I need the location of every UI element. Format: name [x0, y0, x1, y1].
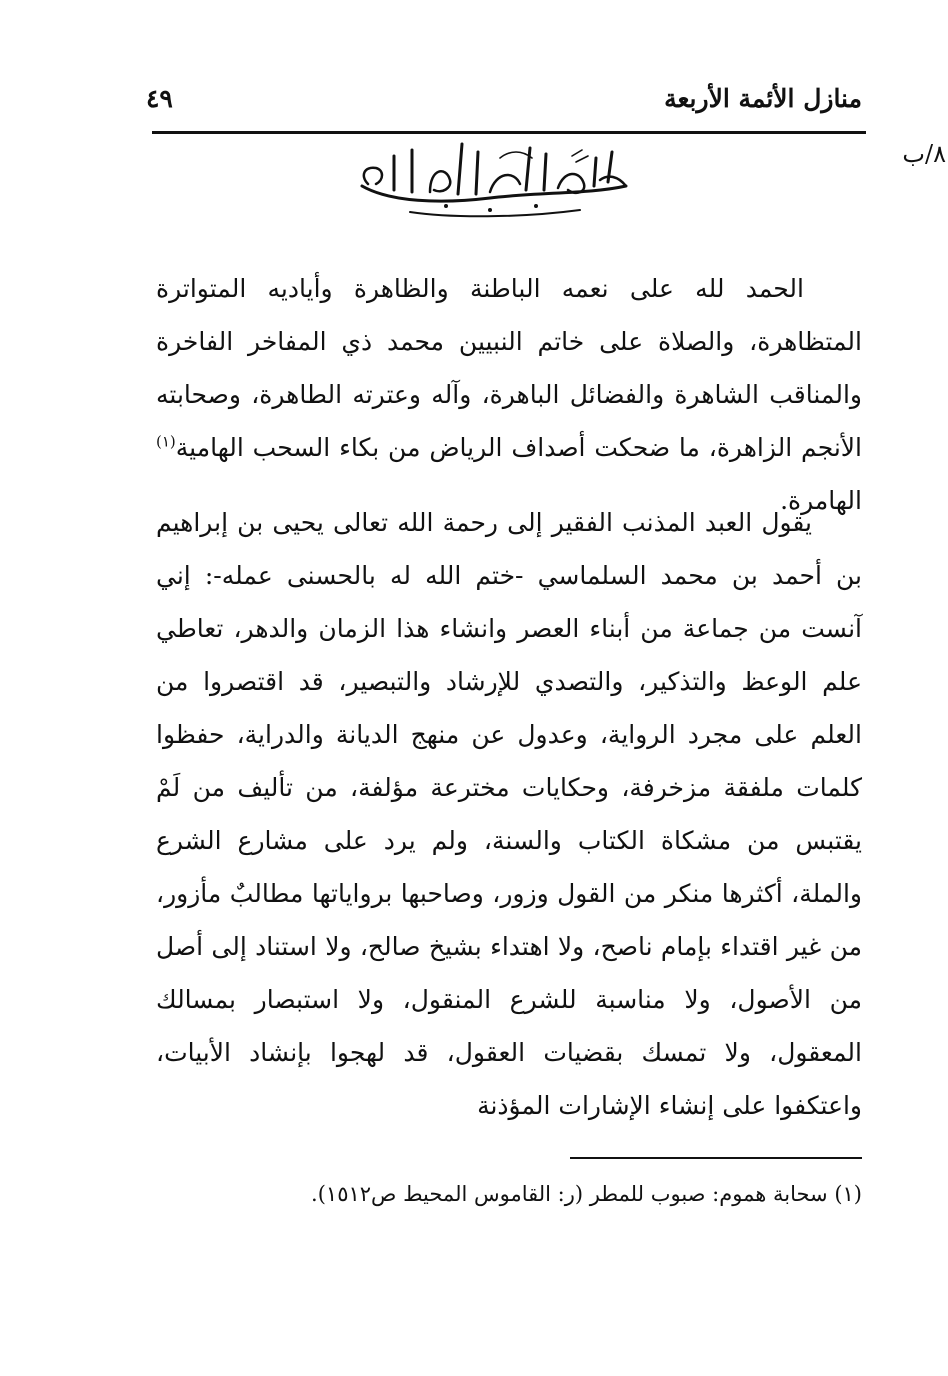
footnote: (١) سحابة هموم: صبوب للمطر (ر: القاموس المحيط ص١٥١٢). [311, 1182, 862, 1206]
paragraph-1-text: الحمد لله على نعمه الباطنة والظاهرة وأياديه المتواترة المتظاهرة، والصلاة على خاتم النبيين محمد ذي المفاخر الفاخرة والمناقب الشاهرة والفضائل الباهرة، وآله وعترته الطاهرة، وصحابته الأنجم الزاهرة، ما ضحكت أصداف الرياض من بكاء السحب الهامية [156, 274, 862, 462]
page-number: ٤٩ [146, 84, 173, 113]
body-paragraph-1 [156, 262, 862, 527]
footnote-reference: (١) [156, 432, 176, 451]
body-paragraph-2: يقول العبد المذنب الفقير إلى رحمة الله تعالى يحيى بن إبراهيم بن أحمد بن محمد السلماسي -ختم الله له بالحسنى عمله-: إني آنست من جماعة من أبناء العصر وانشاء هذا الزمان والدهر، تعاطي علم الوعظ والتذكير، والتصدي للإرشاد والتبصير، قد اقتصروا من العلم على مجرد الرواية، وعدول عن منهج الديانة والدراية، حفظوا كلمات ملفقة مزخرفة، وحكايات مخترعة مؤلفة، من تأليف من لَمْ يقتبس من مشكاة الكتاب والسنة، ولم يرد على مشارع الشرع والملة، أكثرها منكر من القول وزور، وصاحبها برواياتها مطالبٌ مأزور، من غير اقتداء بإمام ناصح، ولا اهتداء بشيخ صالح، ولا استناد إلى أصل من الأصول، ولا مناسبة للشرع المنقول، ولا استبصار بمسالك المعقول، ولا تمسك بقضيات العقول، قد لهجوا بإنشاد الأبيات، واعتكفوا على إنشاء الإشارات المؤذنة [156, 508, 862, 1120]
running-header-title: منازل الأئمة الأربعة [664, 84, 862, 113]
manuscript-folio-note: ٨/ب [902, 140, 946, 168]
paragraph-1-ending: الهامرة. [780, 486, 862, 515]
basmala-calligraphy-icon [350, 128, 638, 218]
footnote-divider [570, 1157, 862, 1159]
